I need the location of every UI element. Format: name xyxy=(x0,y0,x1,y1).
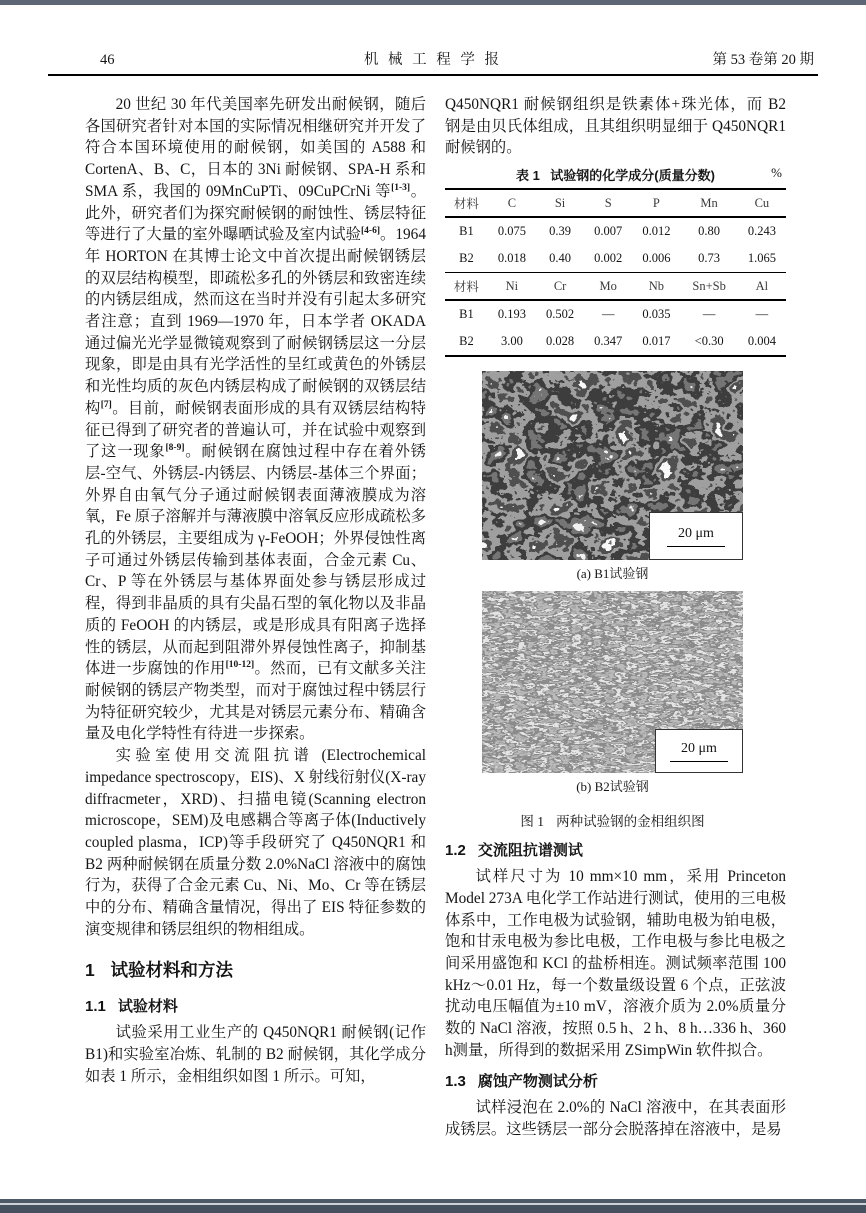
scale-bar-line xyxy=(667,546,725,547)
journal-title: 机 械 工 程 学 报 xyxy=(363,52,503,68)
table-caption xyxy=(445,165,786,184)
figure-1 xyxy=(445,371,743,830)
table-unit: % xyxy=(771,165,782,181)
citation-ref: [4-6] xyxy=(361,226,381,237)
table-cell: 0.017 xyxy=(632,328,680,356)
continuation-paragraph: Q450NQR1 耐候钢组织是铁素体+珠光体，而 B2 钢是由贝氏体组成，且其组织明显细于 Q450NQR1 耐候钢的。 xyxy=(445,96,786,157)
table-header-cell: Nb xyxy=(632,273,680,301)
table-1-block xyxy=(445,165,786,357)
table-cell: 0.502 xyxy=(546,307,575,322)
citation-ref: [1-3] xyxy=(391,182,411,193)
table-row xyxy=(445,300,786,328)
table-cell: 1.065 xyxy=(747,251,776,266)
table-header-cell: 材料 xyxy=(445,189,488,217)
table-cell: 0.193 xyxy=(497,307,526,322)
section-number: 1.3 xyxy=(445,1073,466,1091)
table-header-cell: Al xyxy=(738,273,786,301)
table-cell: B2 xyxy=(459,251,474,266)
table-cell: 0.012 xyxy=(642,224,671,239)
section-title: 试验材料和方法 xyxy=(110,960,233,981)
text-segment: 。此外，研究者们为探究耐候钢的耐蚀性、锈层特征等进行了大量的室外曝晒试验及室内试验 xyxy=(85,182,426,244)
table-cell: 0.80 xyxy=(698,224,721,239)
micrograph-b1-image xyxy=(482,371,743,560)
table-cell: 0.006 xyxy=(642,251,671,266)
section-title: 交流阻抗谱测试 xyxy=(477,842,583,860)
table-cell: 0.075 xyxy=(497,224,526,239)
table-row xyxy=(445,245,786,273)
text-segment: 20 世纪 30 年代美国率先研发出耐候钢，随后各国研究者针对本国的实际情况相继研究并开发了符合本国环境使用的耐候钢，如美国的 A588 和 CortenA、B、C，日本的 3Ni 耐候钢、SPA-H 系和 SMA 系，我国的 09MnCuPTi、09CuPCrNi 等 xyxy=(85,96,426,200)
table-cell: — xyxy=(755,307,769,322)
viewer-top-bar xyxy=(0,0,866,5)
table-cell: B1 xyxy=(459,224,474,239)
figure-label: 图 1 xyxy=(520,814,544,830)
table-label: 表 1 xyxy=(516,168,540,184)
table-cell: 0.243 xyxy=(747,224,776,239)
issue-label: 第 53 卷第 20 期 xyxy=(712,52,814,68)
table-header-row xyxy=(445,189,786,217)
text-segment: 。然而，已有文献多关注耐候钢的锈层产物类型，而对于腐蚀过程中锈层行为特征研究较少，尤其是对锈层元素分布、精确含量及电化学特性有待进一步探索。 xyxy=(85,660,426,743)
table-header-cell: Cu xyxy=(738,189,786,217)
scale-bar-label: 20 μm xyxy=(681,740,717,756)
section-title: 腐蚀产物测试分析 xyxy=(477,1073,598,1091)
table-cell: 0.002 xyxy=(594,251,623,266)
table-cell: — xyxy=(702,307,716,322)
table-cell: 0.028 xyxy=(536,328,584,356)
figure-title: 两种试验钢的金相组织图 xyxy=(556,814,705,830)
text-segment: 。1964 年 HORTON 在其博士论文中首次提出耐候钢锈层的双层结构模型，即疏松多孔的外锈层和致密连续的内锈层组成，然而这在当时并没有引起太多研究者注意；直到 1969—1970 年，日本学者 OKADA 通过偏光光学显微镜观察到了耐候钢锈层这一分层现象，即是由具有光学活性的呈红或黄色的外锈层和光性均质的灰色内锈层构成了耐候钢的双锈层结构 xyxy=(85,226,426,417)
table-cell: 0.018 xyxy=(497,251,526,266)
section-title: 试验材料 xyxy=(117,998,178,1016)
intro-paragraph xyxy=(85,94,426,745)
viewer-bottom-bar xyxy=(0,1205,866,1213)
table-cell: 0.39 xyxy=(549,224,571,239)
table-cell: — xyxy=(601,307,615,322)
methods-overview-paragraph: 实验室使用交流阻抗谱 (Electrochemical impedance spectroscopy，EIS)、X 射线衍射仪(X-ray diffracmeter，XRD)、扫描电镜(Scanning electron microscope，SEM)及电感耦合等离子体(Inductively coupled plasma，ICP)等手段研究了 Q450NQR1 和 B2 两种耐候钢在质量分数 2.0%NaCl 溶液中的腐蚀行为，获得了合金元素 Cu、Ni、Mo、Cr 等在锈层中的分布、精确含量情况，得出了 EIS 特征参数的演变规律和锈层组织的物相组成。 xyxy=(85,747,426,938)
section-heading-1-3 xyxy=(445,1070,786,1091)
citation-ref: [10-12] xyxy=(225,660,255,671)
scale-bar-label: 20 μm xyxy=(678,525,714,541)
table-cell: 0.035 xyxy=(642,307,671,322)
text-segment: 。目前，耐候钢表面形成的具有双锈层结构特征已得到了研究者的普遍认可，并在试验中观察到了这一现象 xyxy=(85,399,426,461)
table-header-cell: Cr xyxy=(536,273,584,301)
page-number: 46 xyxy=(100,52,115,68)
subcaption-a: (a) B1试验钢 xyxy=(576,566,649,582)
table-cell: 0.347 xyxy=(584,328,632,356)
table-header-cell: Ni xyxy=(488,273,536,301)
section-number: 1 xyxy=(85,960,95,981)
scale-bar-line xyxy=(670,761,728,762)
table-header-cell: Si xyxy=(536,189,584,217)
table-cell: 0.004 xyxy=(738,328,786,356)
running-head xyxy=(48,50,818,76)
citation-ref: [7] xyxy=(100,399,112,410)
left-column xyxy=(85,94,426,1088)
table-header-cell: Sn+Sb xyxy=(680,273,737,301)
table-header-cell: P xyxy=(632,189,680,217)
text-segment: 。耐候钢在腐蚀过程中存在着外锈层-空气、外锈层-内锈层、内锈层-基体三个界面；外界自由氧气分子通过耐候钢表面薄液膜成为溶氧，Fe 原子溶解并与薄液膜中溶氧反应形成疏松多孔的外锈层，主要组成为 γ-FeOOH；外界侵蚀性离子可通过外锈层传输到基体表面，合金元素 Cu、Cr、P 等在外锈层与基体界面处参与锈层形成过程，得到非晶质的具有尖晶石型的氧化物以及非晶质的 FeOOH 的内锈层，或是形成具有阳离子选择性的锈层，从而起到阻滞外界侵蚀性离子，抑制基体进一步腐蚀的作用 xyxy=(85,443,426,678)
table-header-cell: S xyxy=(584,189,632,217)
table-header-row xyxy=(445,273,786,301)
table-row xyxy=(445,217,786,245)
table-cell: B2 xyxy=(445,328,488,356)
section-number: 1.1 xyxy=(85,998,106,1016)
section-heading-1-1 xyxy=(85,995,426,1016)
section-number: 1.2 xyxy=(445,842,466,860)
corrosion-product-paragraph: 试样浸泡在 2.0%的 NaCl 溶液中，在其表面形成锈层。这些锈层一部分会脱落掉在溶液中，是易 xyxy=(445,1099,786,1139)
table-header-cell: Mn xyxy=(680,189,737,217)
scale-bar-box xyxy=(649,512,743,560)
section-heading-1 xyxy=(85,957,426,982)
table-row xyxy=(445,328,786,356)
table-header-cell: C xyxy=(488,189,536,217)
table-cell: B1 xyxy=(459,307,474,322)
citation-ref: [8-9] xyxy=(165,443,185,454)
figure-caption xyxy=(482,810,743,830)
table-title: 试验钢的化学成分(质量分数) xyxy=(550,168,715,184)
eis-method-paragraph: 试样尺寸为 10 mm×10 mm，采用 Princeton Model 273A 电化学工作站进行测试，使用的三电极体系中，工作电极为试验钢，辅助电极为铂电极，饱和甘汞电极为参比电极，工作电极与参比电极之间采用盛饱和 KCl 的盐桥相连。测试频率范围 100 kHz～0.01 Hz，每一个数量级设置 6 个点，正弦波扰动电压幅值为±10 mV，溶液介质为 2.0%质量分数的 NaCl 溶液，按照 0.5 h、2 h、8 h…336 h、360 h测量，所得到的数据采用 ZSimpWin 软件拟合。 xyxy=(445,868,786,1059)
chemical-composition-table xyxy=(445,188,786,357)
subcaption-b: (b) B2试验钢 xyxy=(576,779,649,795)
table-cell: <0.30 xyxy=(680,328,737,356)
section-heading-1-2 xyxy=(445,839,786,860)
table-cell: 0.007 xyxy=(594,224,623,239)
table-header-cell: Mo xyxy=(584,273,632,301)
micrograph-b2-image xyxy=(482,591,743,773)
table-header-cell: 材料 xyxy=(445,273,488,301)
table-cell: 3.00 xyxy=(488,328,536,356)
scale-bar-box xyxy=(655,729,743,773)
materials-paragraph: 试验采用工业生产的 Q450NQR1 耐候钢(记作 B1)和实验室冶炼、轧制的 B2 耐候钢，其化学成分如表 1 所示，金相组织如图 1 所示。可知， xyxy=(85,1024,426,1085)
table-cell: 0.73 xyxy=(698,251,721,266)
right-column xyxy=(445,94,786,1141)
table-cell: 0.40 xyxy=(549,251,571,266)
